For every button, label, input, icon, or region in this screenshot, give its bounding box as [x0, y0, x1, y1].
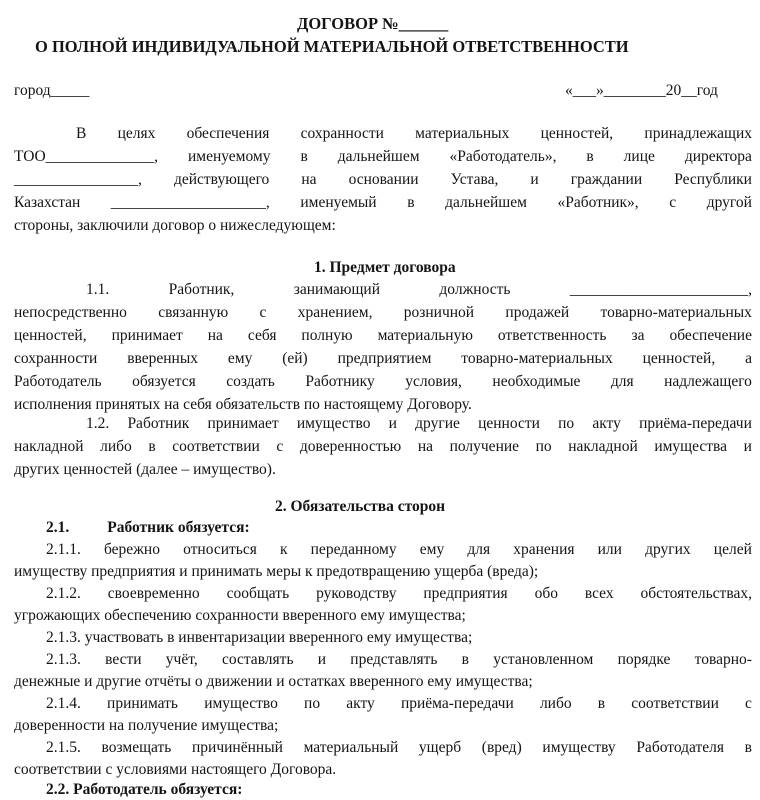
word: либо	[539, 695, 572, 712]
word: приёма-передачи	[639, 415, 752, 432]
word: накладной	[568, 438, 638, 455]
word: своевременно	[107, 585, 200, 602]
word: всех	[584, 585, 614, 602]
clause-label: Работник обязуется:	[107, 519, 250, 536]
word: вверенных	[127, 350, 198, 367]
clause-2-1-item-line: имуществу предприятия и принимать меры к предотвращению ущерба (вреда);	[14, 563, 539, 580]
clause-2-1-heading	[46, 518, 250, 538]
word: с	[669, 194, 677, 211]
word: в	[744, 739, 752, 756]
word: (вред)	[481, 739, 522, 756]
clause-2-1-item-line	[46, 650, 752, 670]
word: Устава,	[450, 171, 499, 188]
word: а	[745, 350, 752, 367]
clause-2-1-item-line: доверенности на получение имущества;	[14, 717, 279, 734]
word: за	[631, 327, 645, 344]
clause-2-1-item-line: угрожающих обеспечению сохранности вверенного ему имущества;	[14, 607, 466, 624]
word: на	[207, 327, 223, 344]
intro-line	[14, 170, 752, 190]
clause-1-1-line	[14, 372, 752, 392]
word: ущерб	[418, 739, 462, 756]
word: Казахстан	[14, 194, 81, 211]
word: принимать	[107, 695, 179, 712]
word: непосредственно	[14, 304, 127, 321]
word: накладной	[14, 438, 84, 455]
word: другой	[706, 194, 752, 211]
word: соответствии	[172, 438, 260, 455]
word: ____________________,	[110, 194, 270, 211]
word: «Работник»,	[557, 194, 639, 211]
word: Работник,	[168, 281, 235, 298]
word: порядке	[617, 651, 671, 668]
word: другие	[415, 415, 460, 432]
word: для	[610, 373, 634, 390]
word: 2.1.1.	[46, 541, 81, 558]
clause-2-1-item-line: денежные и другие отчёты о движении и остатках вверенного ему имущества;	[14, 673, 533, 690]
word: именуемому	[187, 148, 271, 165]
word: представлять	[350, 651, 438, 668]
word: лице	[623, 148, 655, 165]
clause-1-1-line	[14, 349, 752, 369]
intro-line	[14, 193, 752, 213]
word: надлежащего	[664, 373, 752, 390]
word: сообщать	[226, 585, 290, 602]
word: по	[535, 438, 552, 455]
word: себя	[247, 327, 277, 344]
word: составлять	[221, 651, 294, 668]
word: 2.1.5.	[46, 739, 81, 756]
word: продажей	[505, 304, 570, 321]
date-field: «___»________20__год	[565, 82, 718, 99]
word: «Работодатель»,	[449, 148, 557, 165]
word: директора	[684, 148, 752, 165]
clause-number: 2.2.	[46, 781, 70, 798]
word: В	[76, 125, 87, 142]
word: Работнику	[305, 373, 375, 390]
word: материальных	[415, 125, 510, 142]
word: предприятием	[337, 350, 432, 367]
word: принимает	[207, 415, 279, 432]
word: товарно-материальных	[600, 304, 752, 321]
clause-2-1-item-line: 2.1.3. участвовать в инвентаризации вверенного ему имущества;	[46, 629, 473, 646]
intro-line	[14, 147, 752, 167]
word: на	[417, 438, 433, 455]
word: ________________,	[14, 171, 142, 188]
clause-1-2-line	[86, 414, 752, 434]
word: граждании	[570, 171, 643, 188]
word: необходимые	[492, 373, 581, 390]
intro-line: стороны, заключили договор о нижеследующем:	[14, 217, 336, 234]
word: соответствии	[631, 695, 719, 712]
word: ему	[419, 541, 445, 558]
word: бережно	[104, 541, 160, 558]
clause-2-1-item-line	[46, 540, 752, 560]
word: ценностей,	[14, 327, 87, 344]
intro-line	[76, 124, 752, 144]
word: 2.1.4.	[46, 695, 81, 712]
word: в	[300, 148, 308, 165]
clause-2-1-item-line	[46, 738, 752, 758]
word: с	[745, 695, 752, 712]
word: акту	[346, 695, 375, 712]
word: и	[530, 171, 539, 188]
word: обеспечения	[186, 125, 270, 142]
word: сохранности	[14, 350, 98, 367]
word: имущество	[296, 415, 371, 432]
word: обеспечение	[669, 327, 752, 344]
word: дальнейшем	[445, 194, 527, 211]
word: установленном	[493, 651, 594, 668]
word: ценностей,	[540, 125, 614, 142]
word: полную	[301, 327, 353, 344]
word: учёт,	[165, 651, 198, 668]
word: материальную	[377, 327, 473, 344]
clause-2-2-heading	[46, 780, 242, 800]
word: руководству	[316, 585, 397, 602]
clause-1-2-line: других ценностей (далее – имущество).	[14, 461, 276, 478]
clause-2-1-item-line	[46, 694, 752, 714]
word: дальнейшем	[337, 148, 420, 165]
doc-title: ДОГОВОР №______	[297, 14, 449, 33]
clause-label: Работодатель обязуется:	[73, 781, 243, 798]
word: ему	[227, 350, 253, 367]
city-field: город_____	[14, 82, 90, 99]
word: с	[276, 438, 284, 455]
word: основании	[348, 171, 419, 188]
word: (ей)	[282, 350, 308, 367]
clause-1-1-line	[14, 326, 752, 346]
word: ответственность	[497, 327, 607, 344]
word: 1.2.	[86, 415, 110, 432]
word: по	[558, 415, 575, 432]
word: в	[407, 194, 415, 211]
word: имущества	[654, 438, 728, 455]
clause-2-1-item-line: соответствии с условиями настоящего Договора.	[14, 761, 337, 778]
word: в	[148, 438, 156, 455]
word: получение	[449, 438, 520, 455]
word: хранения	[513, 541, 575, 558]
word: целях	[117, 125, 156, 142]
word: Работодатель	[14, 373, 102, 390]
word: связанную	[158, 304, 229, 321]
word: вести	[105, 651, 142, 668]
word: доверенностью	[299, 438, 402, 455]
word: 2.1.3.	[46, 651, 81, 668]
word: 2.1.2.	[46, 585, 81, 602]
section-2-title: 2. Обязательства сторон	[275, 498, 446, 515]
word: и	[317, 651, 327, 668]
word: по	[304, 695, 321, 712]
word: хранением,	[297, 304, 373, 321]
word: целей	[713, 541, 752, 558]
clause-1-2-line	[14, 437, 752, 457]
word: занимающий	[293, 281, 381, 298]
clause-2-1-item-line	[46, 584, 752, 604]
word: к	[279, 541, 288, 558]
word: в	[597, 695, 606, 712]
word: розничной	[403, 304, 475, 321]
clause-1-1-line	[86, 280, 752, 300]
word: 1.1.	[86, 281, 110, 298]
word: ценности	[478, 415, 540, 432]
word: Работник	[127, 415, 190, 432]
clause-1-1-line	[14, 303, 752, 323]
word: ценностей,	[642, 350, 716, 367]
word: переданному	[310, 541, 397, 558]
word: в	[461, 651, 469, 668]
word: принадлежащих	[644, 125, 752, 142]
word: материальный	[303, 739, 399, 756]
word: для	[467, 541, 491, 558]
word: либо	[100, 438, 132, 455]
word: на	[301, 171, 317, 188]
word: обязуется	[132, 373, 196, 390]
word: имущество	[204, 695, 278, 712]
word: создать	[226, 373, 275, 390]
word: _______________________,	[569, 281, 752, 298]
word: и	[388, 415, 397, 432]
word: условия,	[405, 373, 462, 390]
word: Работодателя	[636, 739, 724, 756]
doc-subtitle: О ПОЛНОЙ ИНДИВИДУАЛЬНОЙ МАТЕРИАЛЬНОЙ ОТВЕТСТВЕННОСТИ	[35, 37, 629, 56]
section-1-title: 1. Предмет договора	[314, 259, 456, 276]
word: или	[597, 541, 622, 558]
word: принимает	[111, 327, 183, 344]
word: имуществу	[542, 739, 616, 756]
word: Республики	[674, 171, 752, 188]
word: с	[259, 304, 267, 321]
word: обстоятельствах,	[640, 585, 752, 602]
clause-number: 2.1.	[46, 519, 70, 536]
word: акту	[592, 415, 621, 432]
clause-1-1-line: исполнения принятых на себя обязательств по настоящему Договору.	[14, 396, 472, 413]
word: действующего	[173, 171, 270, 188]
word: именуемый	[300, 194, 377, 211]
word: ТОО______________,	[14, 148, 159, 165]
word: возмещать	[101, 739, 172, 756]
word: причинённый	[192, 739, 283, 756]
word: сохранности	[300, 125, 384, 142]
word: других	[645, 541, 691, 558]
word: обо	[534, 585, 558, 602]
word: в	[586, 148, 594, 165]
word: должность	[439, 281, 511, 298]
word: относиться	[183, 541, 257, 558]
word: приёма-передачи	[400, 695, 514, 712]
word: товарно-	[694, 651, 752, 668]
word: предприятия	[423, 585, 508, 602]
word: товарно-материальных	[461, 350, 613, 367]
word: и	[743, 438, 752, 455]
